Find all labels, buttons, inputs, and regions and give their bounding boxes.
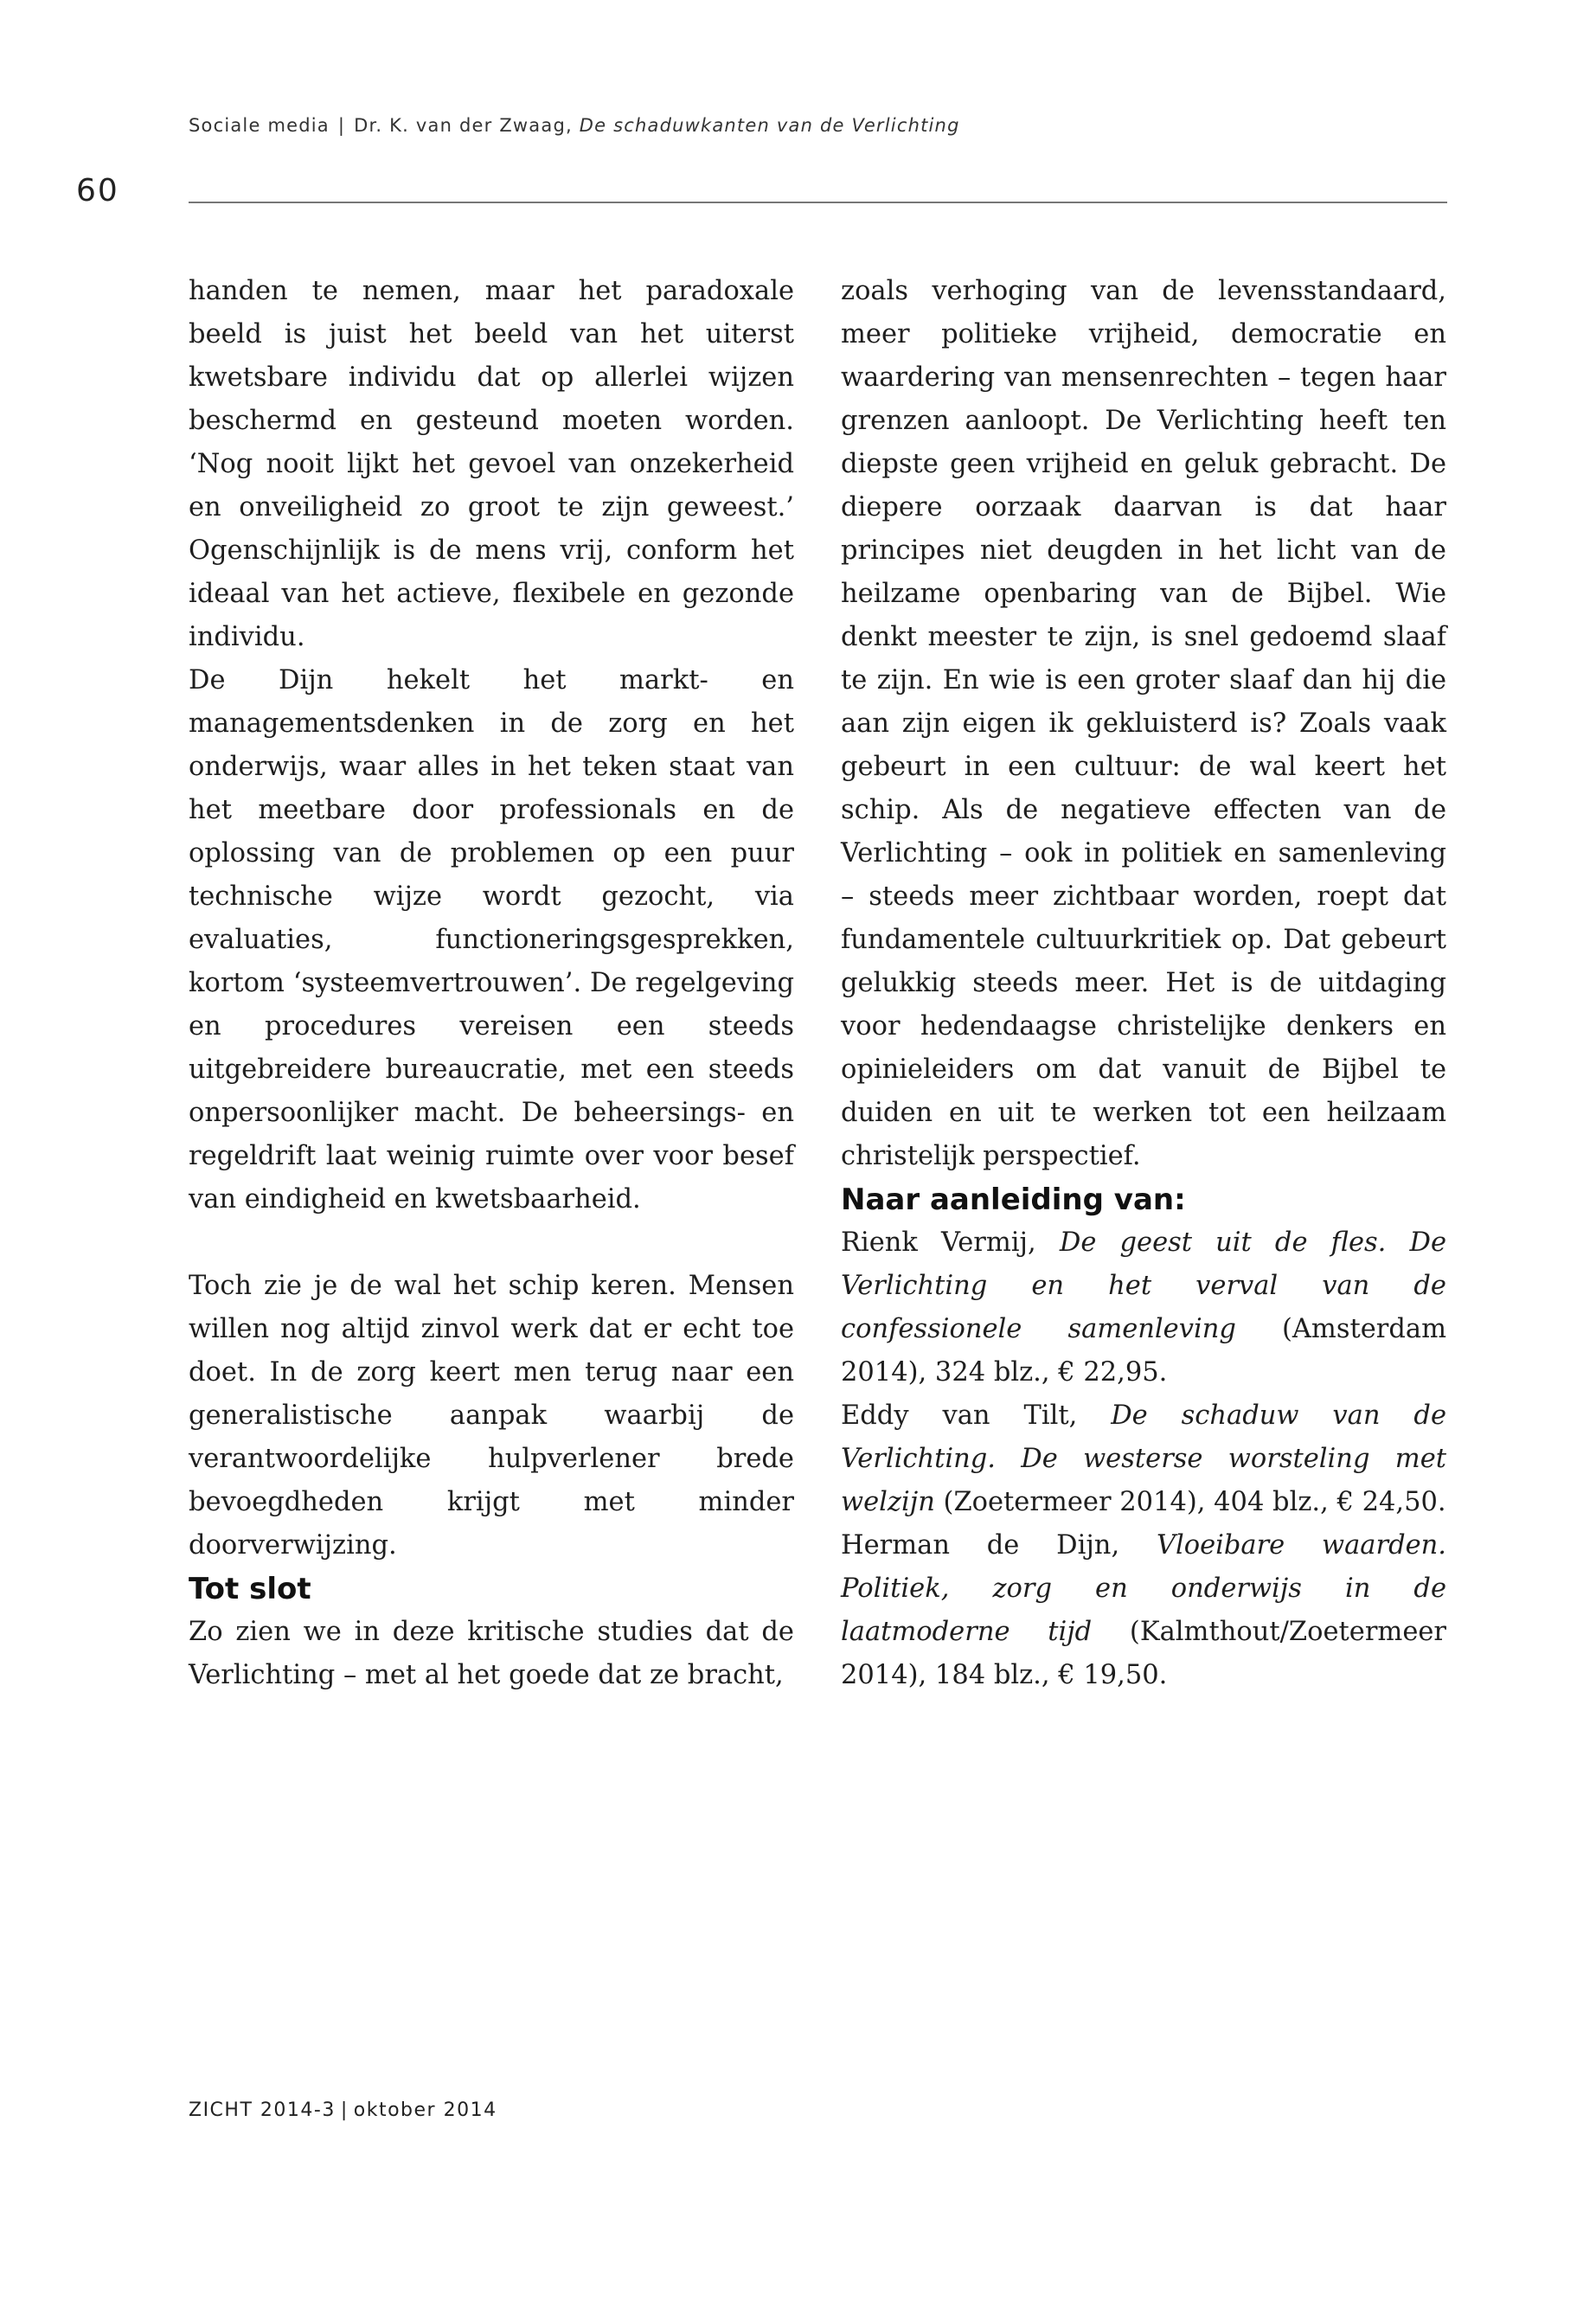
running-head-author: Dr. K. van der Zwaag,	[354, 115, 573, 136]
reference-details: (Kalmthout/Zoetermeer 2014), 184 blz., € 19,50.	[841, 1617, 1446, 1690]
running-head	[189, 115, 960, 136]
footer-separator: |	[340, 2099, 349, 2121]
running-head-section: Sociale media	[189, 115, 330, 136]
running-head-article-title: De schaduwkanten van de Verlichting	[579, 115, 960, 136]
body-paragraph-1: handen te nemen, maar het paradoxale beeld is juist het beeld van het uiterst kwetsbare individu dat op allerlei wijzen beschermd en gesteund moeten worden. ‘Nog nooit lijkt het gevoel van onzekerheid en onveiligheid zo groot te zijn geweest.’ Ogenschijnlijk is de mens vrij, conform het ideaal van het actieve, flexibele en gezonde individu.	[189, 276, 794, 652]
left-column	[189, 270, 794, 1697]
reference-details: (Amsterdam 2014), 324 blz., € 22,95.	[841, 1314, 1446, 1388]
body-paragraph-2: De Dijn hekelt het markt- en managementsdenken in de zorg en het onderwijs, waar alles in het teken staat van het meetbare door professionals en de oplossing van de problemen op een puur technische wijze wordt gezocht, via evaluaties, functioneringsgesprekken, kortom ‘systeemvertrouwen’. De regelgeving en procedures vereisen een steeds uitgebreidere bureaucratie, met een steeds onpersoonlijker macht. De beheersings- en regeldrift laat weinig ruimte over voor besef van eindigheid en kwetsbaarheid.	[189, 665, 794, 1215]
page-number: 60	[76, 173, 119, 208]
reference-item-1	[841, 1221, 1446, 1394]
footer-date: oktober 2014	[353, 2099, 497, 2121]
body-paragraph-continued: zoals verhoging van de levensstandaard, meer politieke vrijheid, democratie en waardering van mensenrechten – tegen haar grenzen aanloopt. De Verlichting heeft ten diepste geen vrijheid en geluk gebracht. De diepere oorzaak daarvan is dat haar principes niet deugden in het licht van de heilzame openbaring van de Bijbel. Wie denkt meester te zijn, is snel gedoemd slaaf te zijn. En wie is een groter slaaf dan hij die aan zijn eigen ik gekluisterd is? Zoals vaak gebeurt in een cultuur: de wal keert het schip. Als de negatieve effecten van de Verlichting – ook in politiek en samenleving – steeds meer zichtbaar worden, roept dat fundamentele cultuurkritiek op. Dat gebeurt gelukkig steeds meer. Het is de uitdaging voor hedendaagse christelijke denkers en opinieleiders om dat vanuit de Bijbel te duiden en uit te werken tot een heilzaam christelijk perspectief.	[841, 276, 1446, 1171]
reference-author: Eddy van Tilt,	[841, 1400, 1078, 1431]
closing-heading: Tot slot	[189, 1572, 311, 1606]
closing-paragraph: Zo zien we in deze kritische studies dat de Verlichting – met al het goede dat ze bracht,	[189, 1617, 794, 1690]
reference-details: (Zoetermeer 2014), 404 blz., € 24,50.	[943, 1487, 1446, 1517]
reference-author: Herman de Dijn,	[841, 1530, 1120, 1561]
references-heading: Naar aanleiding van:	[841, 1183, 1186, 1217]
reference-item-3	[841, 1524, 1446, 1697]
reference-item-2	[841, 1394, 1446, 1524]
footer-journal: ZICHT 2014-3	[189, 2099, 336, 2121]
page-footer	[189, 2099, 497, 2121]
header-divider	[189, 202, 1447, 203]
reference-title: Vloeibare waarden. Politiek, zorg en onderwijs in de laatmoderne tijd	[841, 1530, 1446, 1647]
reference-title: De schaduw van de Verlichting. De westerse worsteling met welzijn	[841, 1400, 1446, 1517]
right-column	[841, 270, 1446, 1697]
body-paragraph-3: Toch zie je de wal het schip keren. Mensen willen nog altijd zinvol werk dat er echt toe doet. In de zorg keert men terug naar een generalistische aanpak waarbij de verantwoordelijke hulpverlener brede bevoegdheden krijgt met minder doorverwijzing.	[189, 1271, 794, 1561]
running-head-separator: |	[337, 115, 346, 136]
reference-author: Rienk Vermij,	[841, 1227, 1036, 1258]
reference-title: De geest uit de fles. De Verlichting en het verval van de confessionele samenleving	[841, 1227, 1447, 1344]
